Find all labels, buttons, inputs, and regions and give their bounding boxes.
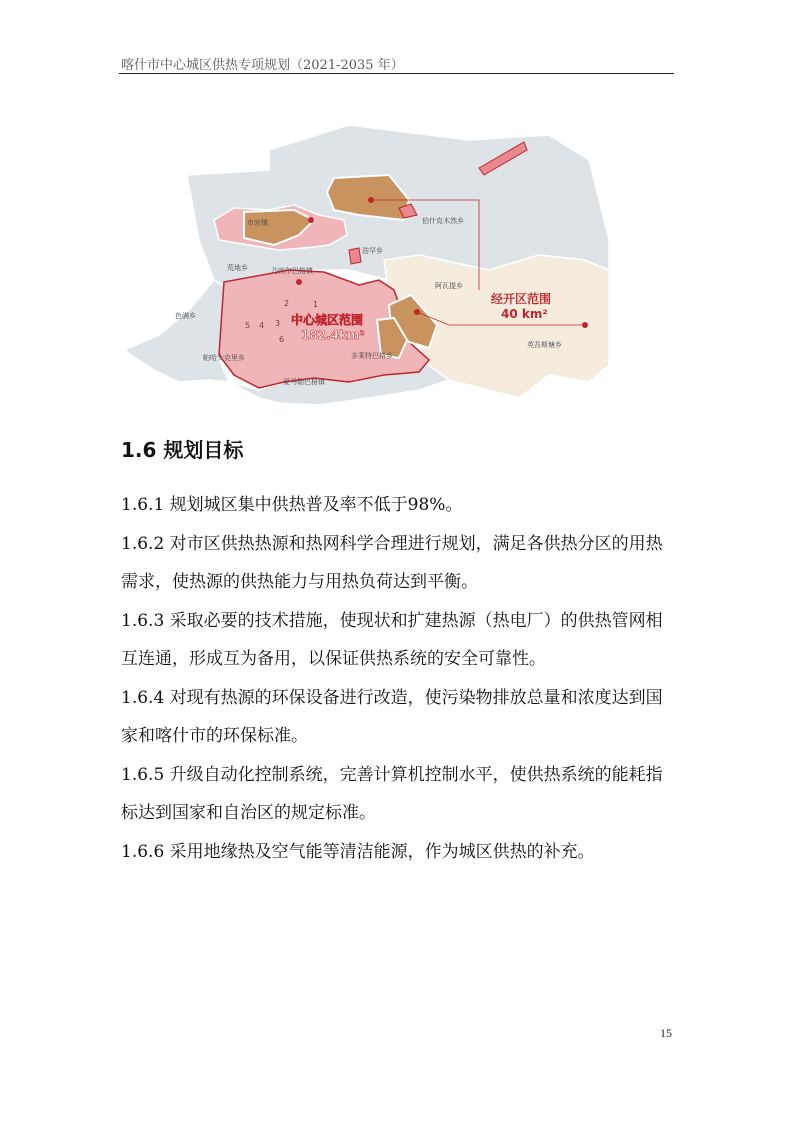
paragraph: 1.6.4 对现有热源的环保设备进行改造，使污染物排放总量和浓度达到国家和喀什市的环保标准。	[121, 687, 663, 746]
label-awati: 阿瓦提乡	[435, 282, 463, 290]
page-number: 15	[660, 1026, 672, 1040]
label-shiguanzhen: 市官镇	[247, 219, 268, 227]
header-title: 喀什市中心城区供热专项规划（2021-2035 年）	[121, 58, 404, 73]
paragraph: 1.6.1 规划城区集中供热普及率不低于98%。	[121, 495, 463, 515]
zone-number-1: 1	[313, 300, 319, 309]
map-patch-small2	[349, 248, 361, 264]
header-divider	[119, 73, 674, 74]
marker-east	[414, 309, 420, 315]
zone-number-2: 2	[284, 299, 290, 308]
marker-dev	[582, 322, 588, 328]
paragraph: 1.6.5 升级自动化控制系统，完善计算机控制水平，使供热系统的能耗指标达到国家和自治区的规定标准。	[121, 764, 663, 823]
paragraph: 1.6.6 采用地缘热及空气能等清洁能源，作为城区供热的补充。	[121, 841, 595, 862]
label-duolaiteba: 多莱特巴格乡	[351, 352, 393, 360]
label-naizeer: 乃则尔巴格镇	[271, 267, 313, 275]
marker-center	[296, 279, 302, 285]
marker-north	[368, 197, 374, 203]
label-yingwusitang: 英吾斯塘乡	[527, 341, 562, 349]
label-haohan: 浩罕乡	[362, 247, 383, 255]
dev-zone-title: 经开区范围	[491, 292, 552, 306]
label-xiake: 夏马勒巴格镇	[283, 378, 325, 386]
label-boshikemuran: 伯什克木然乡	[422, 217, 464, 225]
dev-zone-area: 40 km²	[501, 307, 548, 321]
district-map	[119, 120, 619, 410]
marker-west	[308, 217, 314, 223]
paragraph: 1.6.3 采取必要的技术措施，使现状和扩建热源（热电厂）的供热管网相互连通，形成互为备用，以保证供热系统的安全可靠性。	[121, 610, 663, 669]
center-zone-area: 182.4km²	[301, 328, 365, 342]
zone-number-4: 4	[259, 321, 265, 330]
section-heading: 1.6 规划目标	[121, 438, 244, 462]
zone-number-3: 3	[275, 319, 281, 328]
zone-number-6: 6	[279, 335, 285, 344]
label-paharitaikeli: 帕哈太克里乡	[203, 354, 245, 362]
label-huangdi: 荒地乡	[227, 264, 248, 272]
zone-number-5: 5	[245, 321, 251, 330]
paragraph: 1.6.2 对市区供热热源和热网科学合理进行规划，满足各供热分区的用热需求，使热源的供热能力与用热负荷达到平衡。	[121, 533, 663, 592]
center-zone-title: 中心城区范围	[291, 313, 364, 327]
section-body	[121, 486, 676, 871]
label-semaan: 色满乡	[175, 312, 196, 320]
